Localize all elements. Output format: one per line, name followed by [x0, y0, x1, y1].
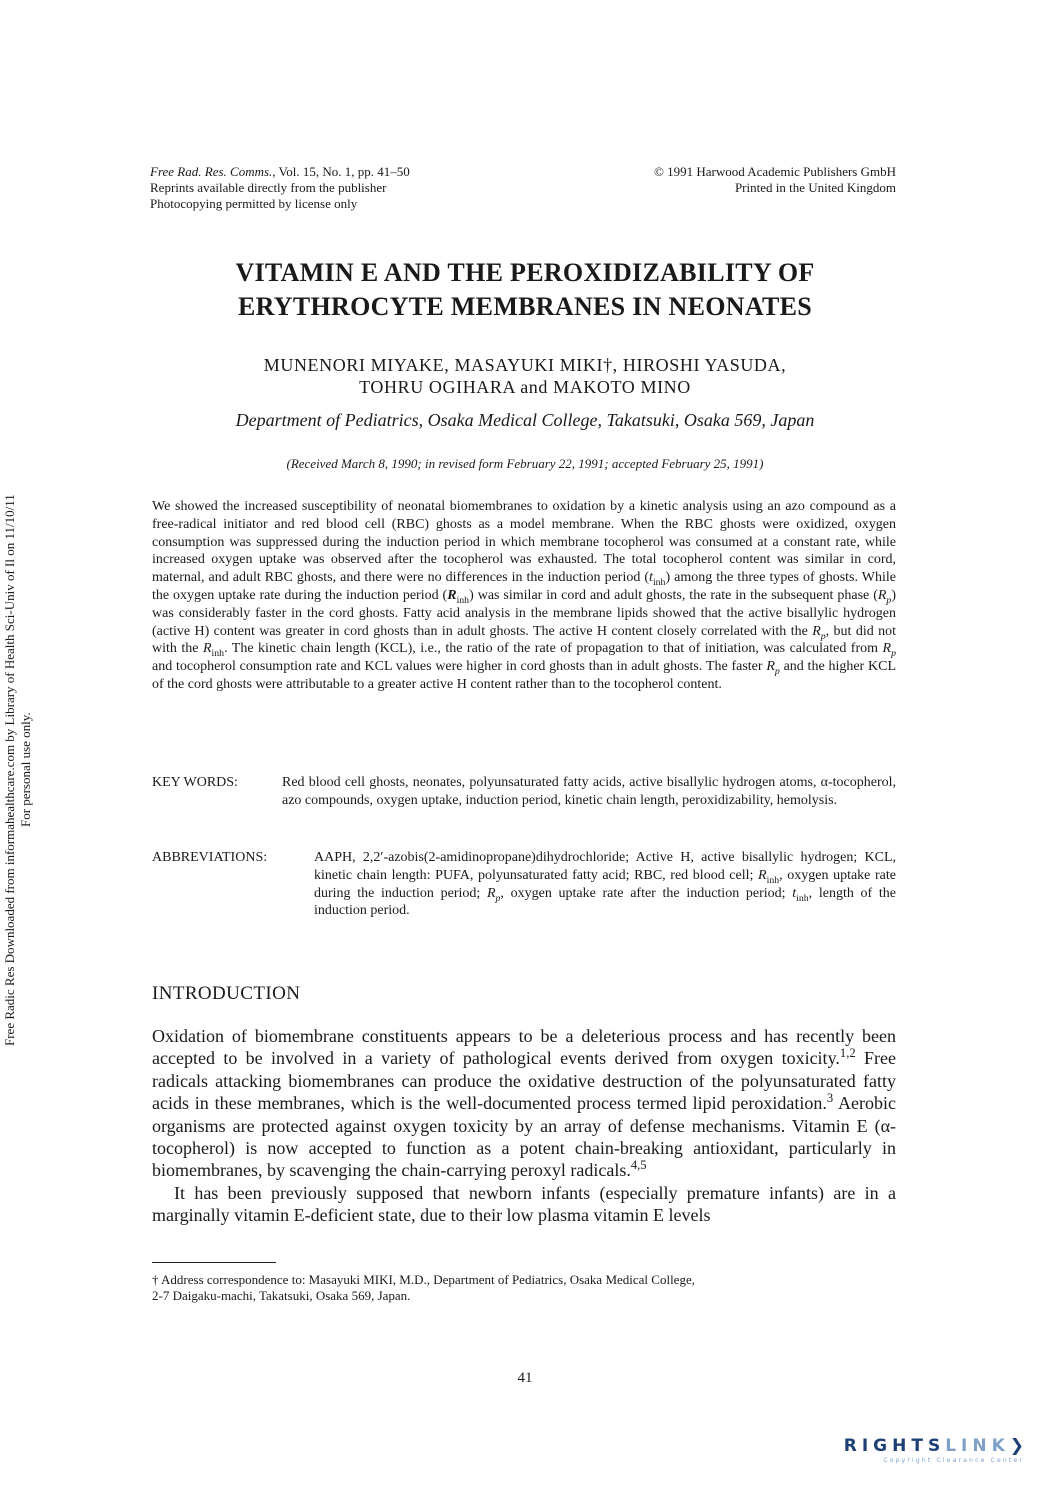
paragraph — [152, 1025, 896, 1182]
subscript-p: p — [886, 594, 892, 606]
citation-line — [150, 164, 550, 180]
subscript-p: p — [495, 892, 501, 904]
symbol-t: t — [649, 570, 653, 586]
citation-ref: 4,5 — [630, 1158, 647, 1173]
subscript-inh: inh — [211, 648, 225, 660]
running-header-right — [536, 164, 896, 196]
citation-ref: 1,2 — [839, 1046, 856, 1061]
subscript-p: p — [774, 665, 780, 677]
abbrev-text: , oxygen uptake rate during the induction period; — [314, 867, 896, 901]
abstract-text: ) was considerably faster in the cord ghosts. Fatty acid analysis in the membrane lipids showed that the active bisallylic hydrogen (active H) content was greater in cord ghosts than in adult ghosts. The active H content closely correlated with the — [152, 587, 896, 639]
reprints-note: Reprints available directly from the publisher — [150, 180, 387, 195]
authors-line-2: TOHRU OGIHARA and MAKOTO MINO — [359, 377, 691, 397]
section-heading-introduction: INTRODUCTION — [152, 983, 301, 1004]
paper-title — [100, 256, 950, 324]
citation-ref: 3 — [826, 1091, 834, 1106]
paragraph: It has been previously supposed that newborn infants (especially premature infants) are in a marginally vitamin E-deficient state, due to their low plasma vitamin E levels — [152, 1182, 896, 1226]
copyright-line: © 1991 Harwood Academic Publishers GmbH — [653, 164, 896, 179]
abbreviations-label: ABBREVIATIONS: — [152, 850, 268, 865]
subscript-inh: inh — [456, 594, 470, 606]
photocopy-note: Photocopying permitted by license only — [150, 196, 358, 211]
download-watermark — [2, 420, 44, 1120]
rightslink-logo[interactable] — [784, 1436, 1024, 1464]
abstract — [152, 498, 896, 694]
watermark-line-2: For personal use only. — [18, 712, 33, 828]
footnote-line-2: 2-7 Daigaku-machi, Takatsuki, Osaka 569, Japan. — [152, 1288, 411, 1303]
running-header-left — [150, 164, 550, 212]
journal-name: Free Rad. Res. Comms. — [150, 164, 273, 179]
symbol-r: R — [447, 587, 457, 603]
printed-line: Printed in the United Kingdom — [734, 180, 896, 195]
abstract-text: , but did not with the — [152, 623, 896, 657]
logo-text-light: LINK — [945, 1436, 1010, 1456]
footnote-rule — [152, 1262, 276, 1263]
chevron-right-icon: ❯ — [1009, 1436, 1024, 1456]
logo-text-dark: RIGHTS — [843, 1436, 946, 1456]
abbrev-text: AAPH, 2,2′-azobis(2-amidinopropane)dihydrochloride; Active H, active bisallylic hydrogen; KCL, kinetic chain length: PUFA, polyunsaturated fatty acid; RBC, red blood cell; — [314, 850, 896, 883]
subscript-inh: inh — [766, 874, 780, 886]
page-number: 41 — [517, 1370, 533, 1386]
paragraph-text: Free radicals attacking biomembranes can produce the oxidative destruction of the polyunsaturated fatty acids in these membranes, which is the well-documented process termed lipid peroxidation. — [152, 1048, 897, 1114]
volume-pages: , Vol. 15, No. 1, pp. 41–50 — [272, 164, 410, 179]
symbol-t: t — [792, 885, 797, 901]
abbreviations-text — [314, 849, 896, 920]
abbreviations-block — [152, 849, 896, 920]
affiliation: Department of Pediatrics, Osaka Medical College, Takatsuki, Osaka 569, Japan — [235, 410, 815, 430]
paragraph-text: Oxidation of biomembrane constituents appears to be a deleterious process and has recently been accepted to be involved in a variety of pathological events derived from oxygen toxicity. — [152, 1026, 896, 1069]
logo-tagline: Copyright Clearance Center — [883, 1457, 1024, 1464]
symbol-r: R — [202, 641, 212, 657]
introduction-body — [152, 1025, 896, 1227]
authors-line-1: MUNENORI MIYAKE, MASAYUKI MIKI†, HIROSHI YASUDA, — [263, 355, 787, 375]
abstract-text: ) was similar in cord and adult ghosts, the rate in the subsequent phase ( — [469, 587, 878, 603]
keywords-label: KEY WORDS: — [152, 775, 238, 790]
abstract-text: ) among the three types of ghosts. While the oxygen uptake rate during the induction period ( — [152, 570, 896, 603]
footnote — [152, 1272, 896, 1304]
title-line-2: ERYTHROCYTE MEMBRANES IN NEONATES — [237, 292, 813, 321]
subscript-inh: inh — [796, 892, 809, 904]
subscript-p: p — [820, 630, 826, 642]
symbol-r: R — [882, 641, 892, 657]
abbrev-text: , length of the induction period. — [314, 885, 896, 919]
watermark-line-1: Free Radic Res Downloaded from informahealthcare.com by Library of Health Sci-Univ of Il on 11/10/11 — [2, 494, 17, 1046]
symbol-r: R — [758, 867, 767, 883]
footnote-line-1: † Address correspondence to: Masayuki MIKI, M.D., Department of Pediatrics, Osaka Medical College, — [152, 1272, 695, 1287]
abstract-text: and tocopherol consumption rate and KCL values were higher in cord ghosts than in adult ghosts. The faster — [152, 659, 767, 675]
symbol-r: R — [812, 623, 821, 639]
abstract-text: We showed the increased susceptibility of neonatal biomembranes to oxidation by a kinetic analysis using an azo compound as a free-radical initiator and red blood cell (RBC) ghosts as a model membrane. When the RBC ghosts were oxidized, oxygen consumption was suppressed during the induction period in which membrane tocopherol was consumed at a constant rate, while increased oxygen uptake was observed after the tocopherol was exhausted. The total tocopherol content was similar in cord, maternal, and adult RBC ghosts, and there were no differences in the induction period ( — [152, 499, 896, 586]
abbrev-text: , oxygen uptake rate after the induction period; — [500, 885, 793, 901]
symbol-r: R — [766, 659, 775, 675]
symbol-r: R — [486, 885, 496, 901]
keywords-block — [152, 774, 896, 810]
subscript-p: p — [891, 648, 896, 660]
author-list — [100, 354, 950, 398]
abstract-text: and the higher KCL of the cord ghosts were attributable to a greater active H content rather than to the tocopherol content. — [152, 659, 896, 692]
subscript-inh: inh — [652, 576, 666, 588]
paragraph-text: Aerobic organisms are protected against oxygen toxicity by an array of defense mechanisms. Vitamin E (α-tocopherol) is now accepted to function as a potent chain-breaking antioxidant, particularly in biomembranes, by scavenging the chain-carrying peroxyl radicals. — [152, 1093, 896, 1181]
received-dates: (Received March 8, 1990; in revised form February 22, 1991; accepted February 25, 1991) — [286, 456, 764, 471]
symbol-r: R — [877, 587, 887, 603]
keywords-text: Red blood cell ghosts, neonates, polyunsaturated fatty acids, active bisallylic hydrogen atoms, α-tocopherol, azo compounds, oxygen uptake, induction period, kinetic chain length, peroxidizability, hemolysis. — [282, 775, 896, 808]
title-line-1: VITAMIN E AND THE PEROXIDIZABILITY OF — [235, 258, 815, 287]
abstract-text: . The kinetic chain length (KCL), i.e., the ratio of the rate of propagation to that of initiation, was calculated from — [224, 641, 883, 657]
